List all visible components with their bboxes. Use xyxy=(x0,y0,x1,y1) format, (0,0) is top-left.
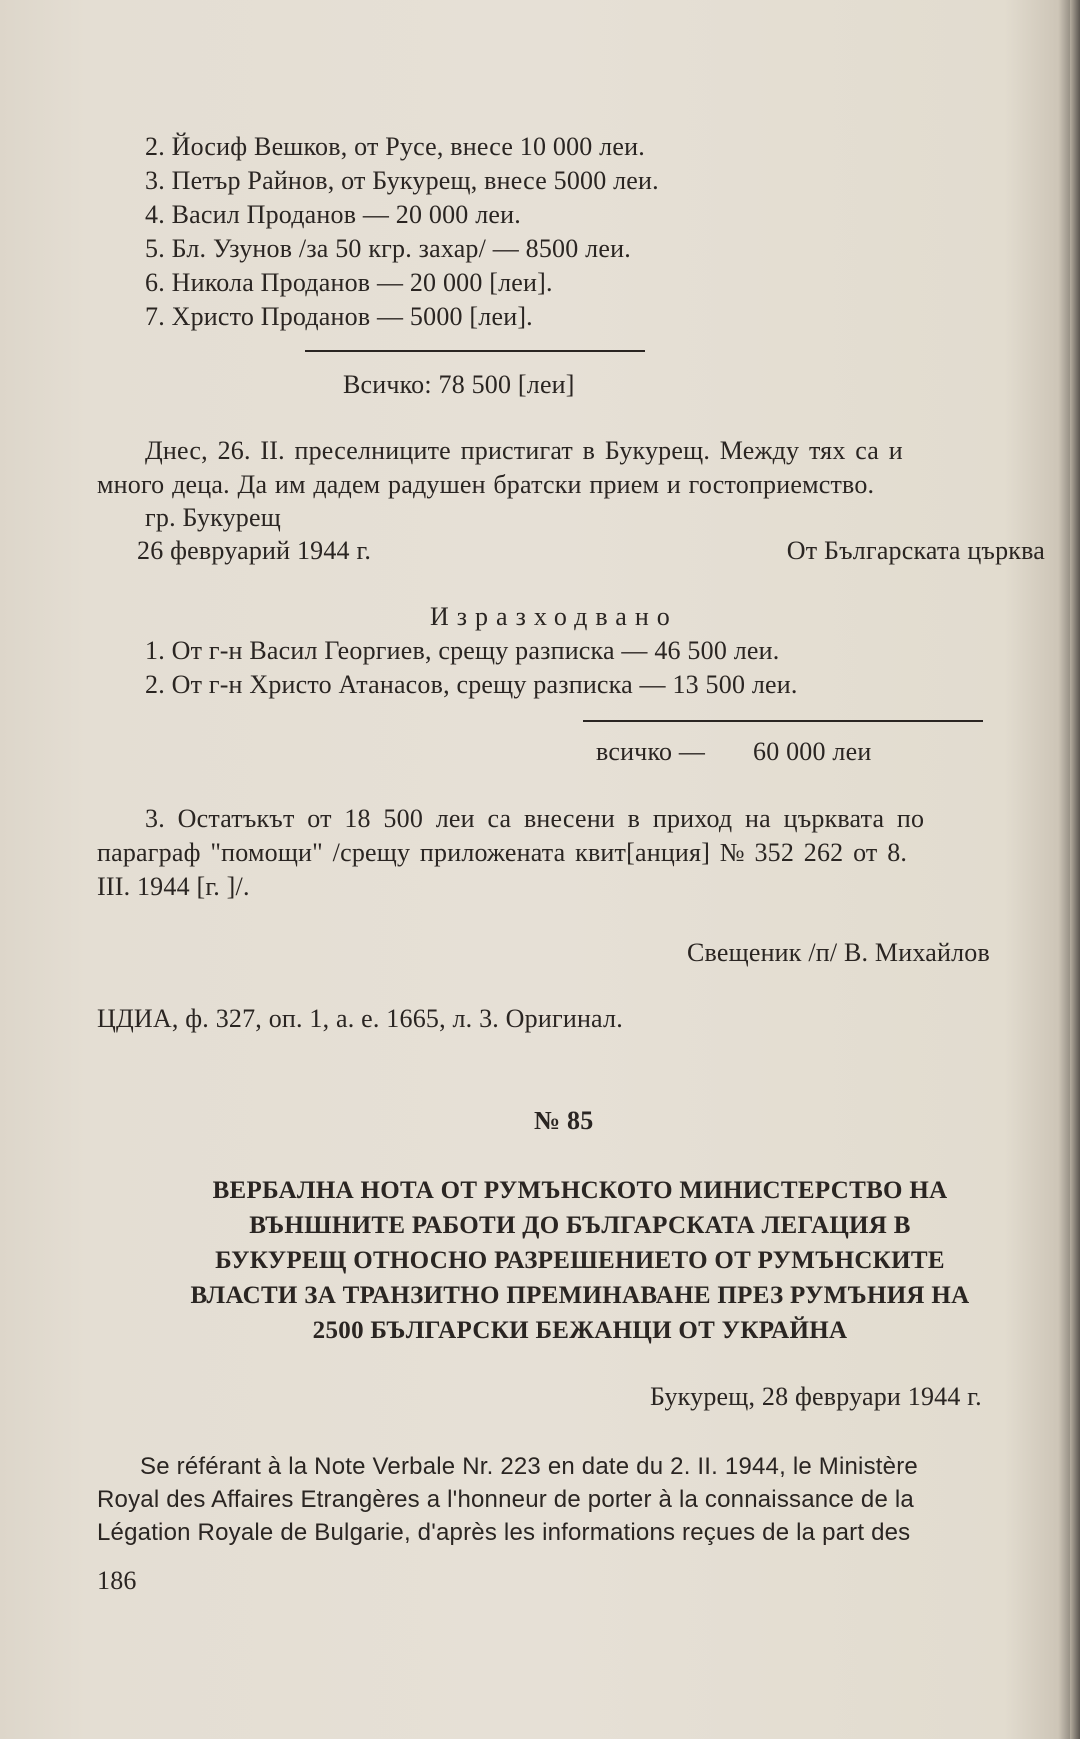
document-number: № 85 xyxy=(534,1106,594,1135)
document-title-line: ВЪНШНИТЕ РАБОТИ ДО БЪЛГАРСКАТА ЛЕГАЦИЯ В xyxy=(249,1212,911,1239)
signature: Свещеник /п/ В. Михайлов xyxy=(687,938,990,967)
source-reference: ЦДИА, ф. 327, оп. 1, а. е. 1665, л. 3. Оригинал. xyxy=(97,1004,623,1033)
announcement-text: Днес, 26. II. преселниците пристигат в Букурещ. Между тях са и xyxy=(145,436,903,465)
document-title-line: ВЛАСТИ ЗА ТРАНЗИТНО ПРЕМИНАВАНЕ ПРЕЗ РУМЪНИЯ НА xyxy=(190,1282,970,1309)
total-line: Всичко: 78 500 [леи] xyxy=(343,370,575,399)
announcement-from: От Българската църква xyxy=(786,536,1045,565)
document-title-line: ВЕРБАЛНА НОТА ОТ РУМЪНСКОТО МИНИСТЕРСТВО НА xyxy=(212,1177,948,1204)
expenses-total-label: всичко — xyxy=(596,737,706,766)
document-place-date: Букурещ, 28 февруари 1944 г. xyxy=(650,1382,982,1411)
expenses-rule xyxy=(583,720,983,722)
remainder-line-2: параграф "помощи" /срещу приложената квит[анция] № 352 262 от 8. xyxy=(97,838,908,867)
expenses-heading: Изразходвано xyxy=(430,602,678,631)
french-text-line: Se référant à la Note Verbale Nr. 223 en date du 2. II. 1944, le Ministère xyxy=(140,1453,918,1480)
announcement-place: гр. Букурещ xyxy=(145,503,281,532)
announcement-date: 26 февруарий 1944 г. xyxy=(137,536,372,565)
remainder-line-1: 3. Остатъкът от 18 500 леи са внесени в приход на църквата по xyxy=(145,804,925,833)
french-text-line: Légation Royale de Bulgarie, d'après les informations reçues de la part des xyxy=(97,1519,911,1546)
list-item: 3. Петър Райнов, от Букурещ, внесе 5000 леи. xyxy=(145,166,659,195)
document-title-line: 2500 БЪЛГАРСКИ БЕЖАНЦИ ОТ УКРАЙНА xyxy=(312,1317,848,1344)
list-item: 4. Васил Проданов — 20 000 леи. xyxy=(145,200,521,229)
remainder-line-3: III. 1944 [г. ]/. xyxy=(97,872,250,901)
list-item: 2. Йосиф Вешков, от Русе, внесе 10 000 леи. xyxy=(145,132,645,161)
list-item: 6. Никола Проданов — 20 000 [леи]. xyxy=(145,268,553,297)
announcement-line-2: много деца. Да им дадем радушен братски прием и гостоприемство. xyxy=(97,470,875,499)
announcement-line-1 xyxy=(145,436,1045,466)
page-edge-shadow xyxy=(1070,0,1080,1739)
expense-item: 1. От г-н Васил Георгиев, срещу разписка — 46 500 леи. xyxy=(145,636,780,665)
announcement-signoff xyxy=(137,536,1045,566)
page-number: 186 xyxy=(97,1566,137,1595)
expenses-total-value: 60 000 леи xyxy=(753,737,872,766)
document-title-line: БУКУРЕЩ ОТНОСНО РАЗРЕШЕНИЕТО ОТ РУМЪНСКИТЕ xyxy=(215,1247,945,1274)
total-rule xyxy=(305,350,645,352)
french-text-line: Royal des Affaires Etrangères a l'honneur de porter à la connaissance de la xyxy=(97,1486,914,1513)
expense-item: 2. От г-н Христо Атанасов, срещу разписка — 13 500 леи. xyxy=(145,670,798,699)
list-item: 5. Бл. Узунов /за 50 кгр. захар/ — 8500 леи. xyxy=(145,234,631,263)
list-item: 7. Христо Проданов — 5000 [леи]. xyxy=(145,302,533,331)
